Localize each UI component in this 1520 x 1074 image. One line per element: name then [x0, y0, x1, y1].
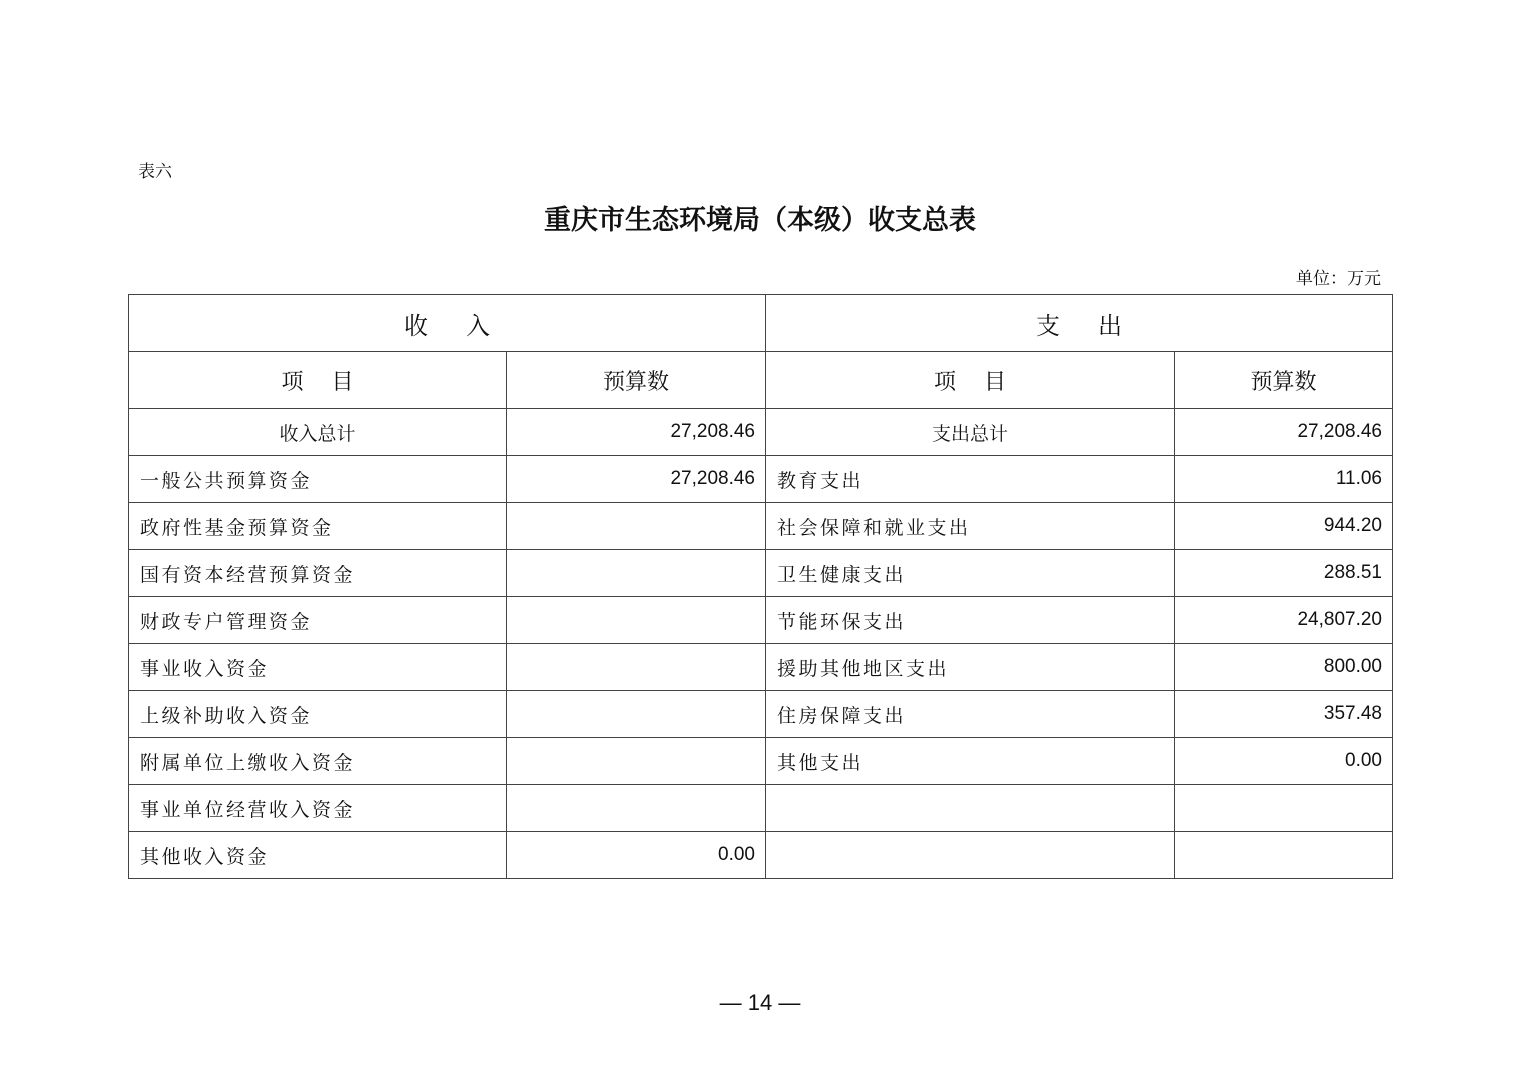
expense-item: 其他支出: [766, 738, 1175, 785]
income-item: 事业单位经营收入资金: [129, 785, 507, 832]
group-header-row: [129, 295, 1393, 352]
expense-amount: 0.00: [1175, 738, 1393, 785]
income-total-label: 收入总计: [129, 409, 507, 456]
income-amount: [507, 597, 766, 644]
expense-item: 教育支出: [766, 456, 1175, 503]
table-row: [129, 738, 1393, 785]
income-item: 事业收入资金: [129, 644, 507, 691]
expense-amount: 11.06: [1175, 456, 1393, 503]
expense-amount-column-header: 预算数: [1175, 352, 1393, 409]
income-amount: [507, 738, 766, 785]
unit-label: 单位：万元: [1296, 269, 1381, 289]
expense-item: 卫生健康支出: [766, 550, 1175, 597]
income-item: 附属单位上缴收入资金: [129, 738, 507, 785]
income-amount: [507, 644, 766, 691]
table-row: [129, 503, 1393, 550]
income-item: 国有资本经营预算资金: [129, 550, 507, 597]
expense-amount: 288.51: [1175, 550, 1393, 597]
expense-item-column-header: 项目: [766, 352, 1175, 409]
income-total-value: 27,208.46: [507, 409, 766, 456]
expense-item: [766, 832, 1175, 879]
expense-amount: [1175, 785, 1393, 832]
table-row: [129, 785, 1393, 832]
income-amount-column-header: 预算数: [507, 352, 766, 409]
income-group-header: 收入: [129, 295, 766, 352]
income-item: 一般公共预算资金: [129, 456, 507, 503]
expense-amount: [1175, 832, 1393, 879]
income-amount: [507, 691, 766, 738]
expense-item: 节能环保支出: [766, 597, 1175, 644]
table-row: [129, 832, 1393, 879]
column-header-row: [129, 352, 1393, 409]
budget-summary-table: [128, 294, 1393, 879]
income-amount: [507, 503, 766, 550]
income-item: 其他收入资金: [129, 832, 507, 879]
table-row: [129, 456, 1393, 503]
expense-group-header: 支出: [766, 295, 1393, 352]
expense-item: 援助其他地区支出: [766, 644, 1175, 691]
expense-total-label: 支出总计: [766, 409, 1175, 456]
income-item: 财政专户管理资金: [129, 597, 507, 644]
table-row: [129, 691, 1393, 738]
expense-total-value: 27,208.46: [1175, 409, 1393, 456]
income-item: 政府性基金预算资金: [129, 503, 507, 550]
expense-amount: 357.48: [1175, 691, 1393, 738]
table-row: [129, 597, 1393, 644]
page-number: — 14 —: [719, 990, 801, 1015]
expense-item: 住房保障支出: [766, 691, 1175, 738]
expense-amount: 24,807.20: [1175, 597, 1393, 644]
income-amount: [507, 550, 766, 597]
expense-item: 社会保障和就业支出: [766, 503, 1175, 550]
expense-amount: 944.20: [1175, 503, 1393, 550]
income-amount: 27,208.46: [507, 456, 766, 503]
expense-item: [766, 785, 1175, 832]
income-item-column-header: 项目: [129, 352, 507, 409]
table-row: [129, 550, 1393, 597]
totals-row: [129, 409, 1393, 456]
income-amount: [507, 785, 766, 832]
page-title: 重庆市生态环境局（本级）收支总表: [544, 205, 976, 236]
income-amount: 0.00: [507, 832, 766, 879]
table-row: [129, 644, 1393, 691]
expense-amount: 800.00: [1175, 644, 1393, 691]
income-item: 上级补助收入资金: [129, 691, 507, 738]
table-number-label: 表六: [138, 162, 172, 182]
